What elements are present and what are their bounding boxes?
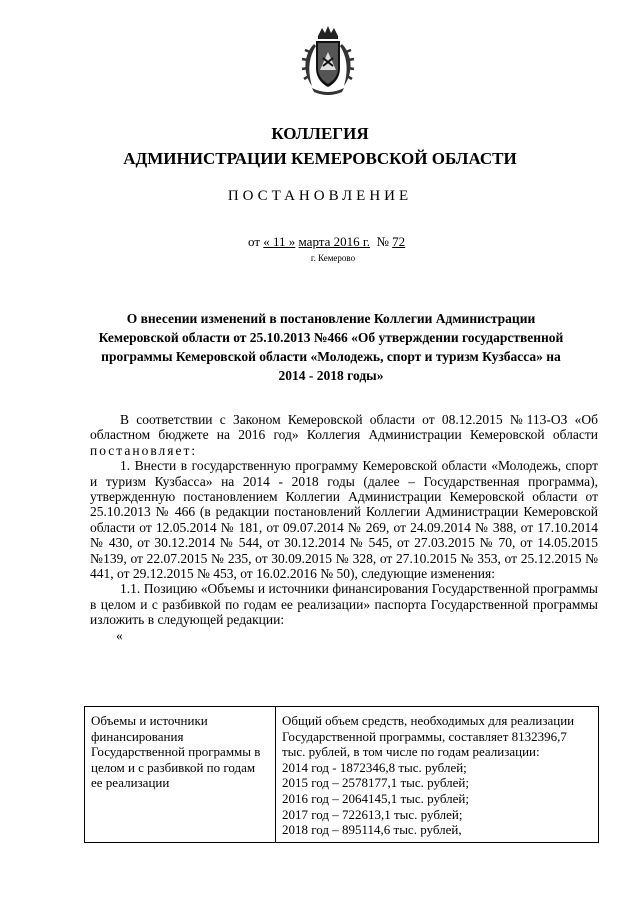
funding-year-2018: 2018 год – 895114,6 тыс. рублей, <box>282 822 462 838</box>
date-prefix: от <box>248 234 261 249</box>
org-name-line2: АДМИНИСТРАЦИИ КЕМЕРОВСКОЙ ОБЛАСТИ <box>123 149 517 168</box>
table-cell-value <box>276 707 599 843</box>
decree-subject: О внесении изменений в постановление Коллегии Администрации Кемеровской области от 25.10.2013 №466 «Об утверждении государственной программы Кемеровской области «Молодежь, спорт и туризм Кузбасса» на 2014 - 2018 годы» <box>98 311 564 383</box>
opening-quote: « <box>116 627 123 643</box>
funding-year-2015: 2015 год – 2578177,1 тыс. рублей; <box>282 775 469 791</box>
funding-intro: Общий объем средств, необходимых для реализации Государственной программы, составляет 8132396,7 тыс. рублей, в том числе по годам реализации: <box>282 713 575 760</box>
funding-year-2017: 2017 год – 722613,1 тыс. рублей; <box>282 806 463 822</box>
city-name: г. Кемерово <box>310 253 356 263</box>
table-cell-label: Объемы и источники финансирования Государственной программы в целом и с разбивкой по годам ее реализации <box>85 707 276 843</box>
coat-of-arms-emblem <box>296 22 360 98</box>
item-1-paragraph: 1. Внести в государственную программу Кемеровской области «Молодежь, спорт и туризм Кузбасса» на 2014 - 2018 годы (далее – Государственная программа), утвержденную постановлением Коллегии Администрации Кемеровской области от 25.10.2013 № 466 (в редакции постановлений Коллегии Администрации Кемеровской области от 12.05.2014 № 181, от 09.07.2014 № 269, от 24.09.2014 № 388, от 17.10.2014 № 430, от 30.12.2014 № 544, от 30.12.2014 № 545, от 27.03.2015 № 70, от 14.05.2015 №139, от 22.07.2015 № 235, от 30.09.2015 № 328, от 27.10.2015 № 353, от 25.12.2015 № 441, от 29.12.2015 № 453, от 16.02.2016 № 50), следующие изменения: <box>90 458 598 582</box>
table-row <box>85 707 599 843</box>
date-month-year: марта 2016 г. <box>298 234 371 249</box>
preamble-paragraph <box>90 412 598 458</box>
passport-table <box>84 706 599 843</box>
decree-body <box>90 412 598 643</box>
funding-year-2016: 2016 год – 2064145,1 тыс. рублей; <box>282 790 469 806</box>
number-sign: № <box>376 234 389 249</box>
item-1-1-paragraph: 1.1. Позицию «Объемы и источники финансирования Государственной программы в целом и с разбивкой по годам ее реализации» паспорта Государственной программы изложить в следующей редакции: <box>90 581 598 628</box>
decree-number: 72 <box>392 234 406 249</box>
date-line <box>248 234 405 250</box>
org-name-line1: КОЛЛЕГИЯ <box>271 124 369 143</box>
document-type: ПОСТАНОВЛЕНИЕ <box>227 188 413 204</box>
resolves-word: постановляет: <box>90 442 198 458</box>
date-day: « 11 » <box>263 234 296 249</box>
preamble-text: В соответствии с Законом Кемеровской области от 08.12.2015 №113-ОЗ «Об областном бюджете на 2016 год» Коллегия Администрации Кемеровской области <box>90 412 598 443</box>
funding-year-2014: 2014 год - 1872346,8 тыс. рублей; <box>282 759 467 775</box>
